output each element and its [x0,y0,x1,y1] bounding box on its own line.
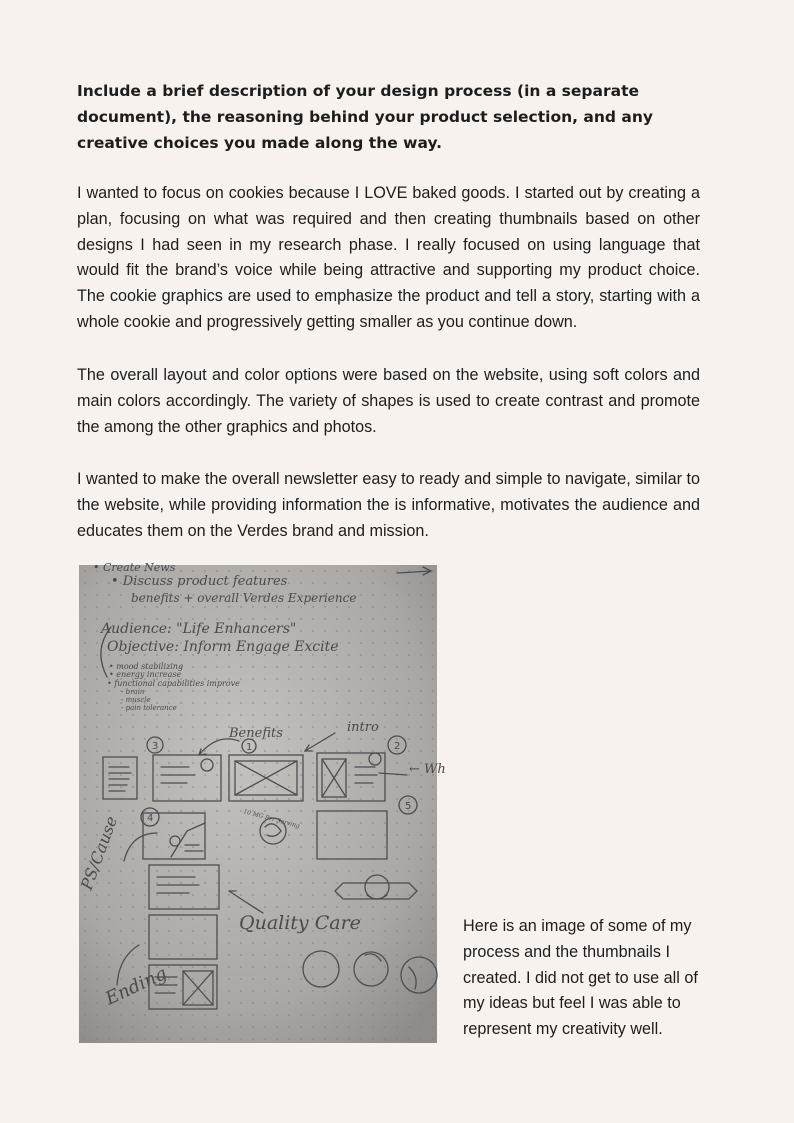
sketch-label: Benefits [229,726,283,741]
paragraph-design-process: I wanted to focus on cookies because I LOVE baked goods. I started out by creating a plan, focusing on what was required and then creating thumbnails based on other designs I had seen in my research phase. I really focused on using language that would fit the brand’s voice while being attractive and supporting my product choice. The cookie graphics are used to emphasize the product and tell a story, starting with a whole cookie and progressively getting smaller as you continue down. [77,184,700,331]
process-sketch-photo [76,561,446,1043]
sketch-label: Quality Care [239,912,361,934]
sketch-note: - muscle [121,696,151,704]
sketch-label: 3 [152,741,159,752]
sketch-caption: Here is an image of some of my process and the thumbnails I created. I did not get to use all of my ideas but feel I was able to represent my creativity well. [463,917,698,1039]
sketch-label: 5 [405,801,412,812]
sketch-note: • Create News [93,561,176,574]
sketch-note: benefits + overall Verdes Experience [131,591,357,605]
sketch-note: • mood stabilizing [109,662,184,671]
section-heading: Include a brief description of your design process (in a separate document), the reasoning behind your product selection, and any creative choices you made along the way. [77,82,654,152]
sketch-label: intro [347,720,379,735]
sketch-label: 4 [147,813,154,824]
sketch-note: Objective: Inform Engage Excite [107,639,339,655]
sketch-label: ← Wh [409,762,446,777]
sketch-note: - pain tolerance [121,704,177,712]
sketch-note: • functional capabilities improve [107,679,240,688]
sketch-note: • Discuss product features [111,574,288,589]
sketch-note: Audience: "Life Enhancers" [101,621,297,637]
paragraph-layout-colors: The overall layout and color options were based on the website, using soft colors and main colors accordingly. The variety of shapes is used to create contrast and promote the among the other graphics and photos. [77,366,700,436]
paragraph-newsletter-goals: I wanted to make the overall newsletter easy to ready and simple to navigate, similar to the website, while providing information the is informative, motivates the audience and educates them on the Verdes brand and mission. [77,470,700,540]
sketch-label: Ending [102,962,171,1010]
sketch-drawing [76,561,446,1043]
sketch-label: 10 MG Per Serving [242,808,301,830]
sketch-label: 1 [246,742,253,753]
sketch-label: 2 [394,741,401,752]
sketch-note: • energy increase [109,670,182,679]
sketch-label: PS/Cause [76,813,122,893]
sketch-note: - brain [121,688,145,696]
